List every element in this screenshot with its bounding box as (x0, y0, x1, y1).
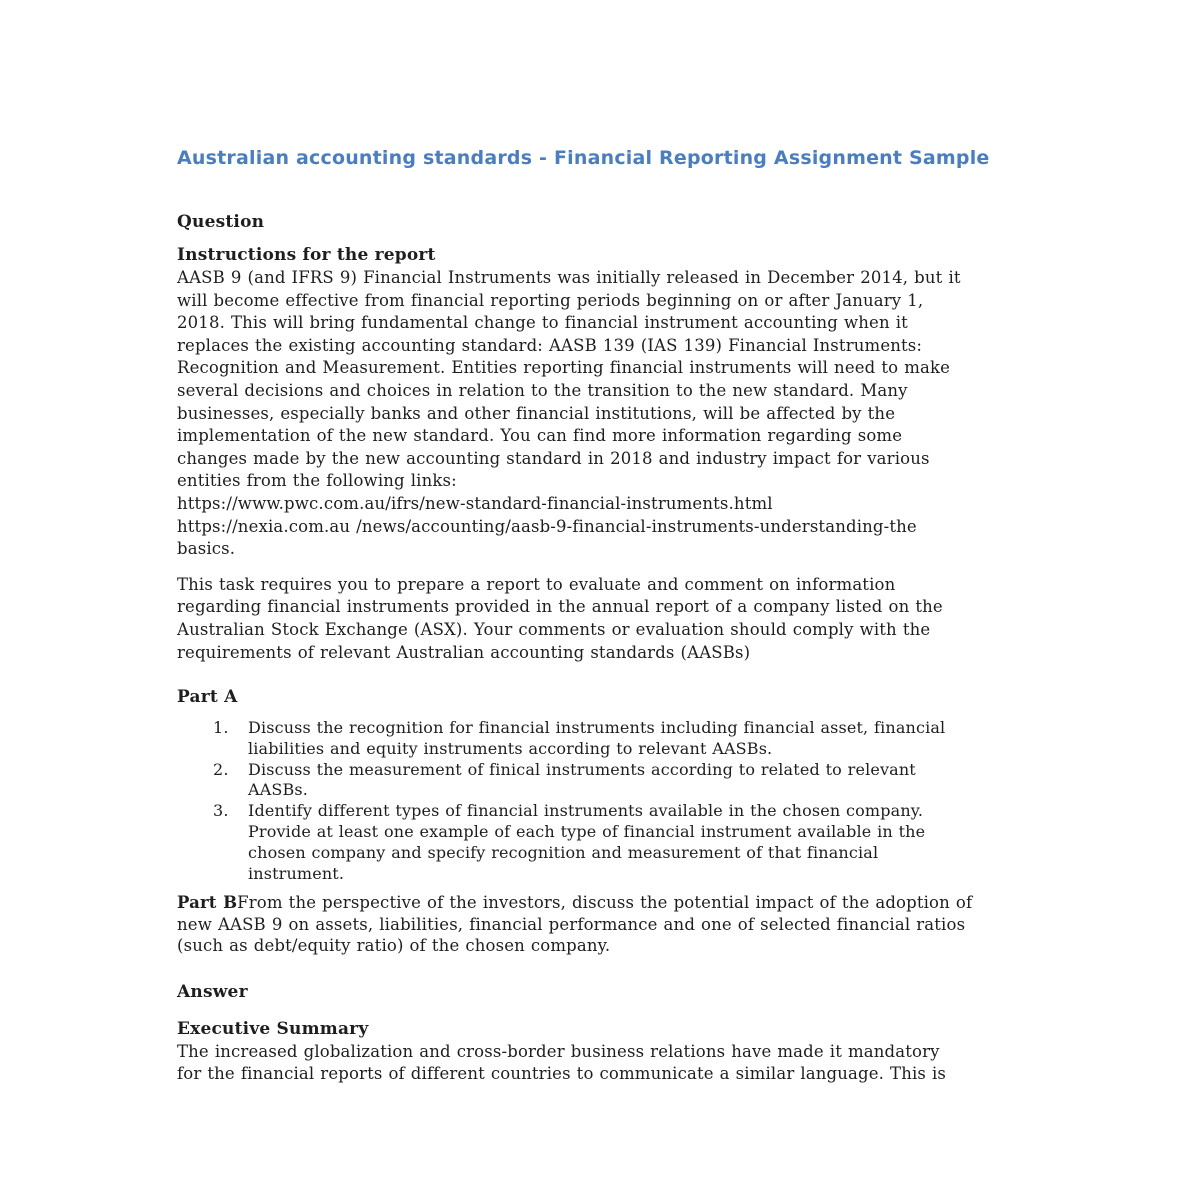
part-a-list (177, 718, 1015, 884)
heading-instructions: Instructions for the report (177, 245, 436, 265)
list-item-number: 1. (213, 718, 229, 738)
heading-question: Question (177, 212, 265, 232)
list-item-number: 3. (213, 801, 229, 821)
list-item (177, 760, 1015, 802)
paragraph-executive-summary: The increased globalization and cross-border business relations have made it mandatory for the financial reports of different countries to communicate a similar language. This is (177, 1041, 947, 1083)
part-b-more-lines: new AASB 9 on assets, liabilities, financial performance and one of selected financial ratios (such as debt/equity ratio) of the chosen company. (177, 914, 966, 956)
part-b-first-line-text: From the perspective of the investors, discuss the potential impact of the adoption of (237, 893, 973, 913)
page-title: Australian accounting standards - Financial Reporting Assignment Sample (177, 147, 990, 169)
list-item-text: Discuss the recognition for financial instruments including financial asset, financial liabilities and equity instruments according to relevant AASBs. (248, 718, 946, 758)
heading-executive-summary: Executive Summary (177, 1018, 369, 1039)
list-item-number: 2. (213, 759, 229, 779)
heading-part-a: Part A (177, 687, 238, 708)
paragraph-part-b (177, 892, 1015, 956)
list-item-text: Discuss the measurement of finical instruments according to related to relevant AASBs. (248, 759, 916, 800)
heading-answer: Answer (177, 981, 248, 1002)
paragraph-task: This task requires you to prepare a report to evaluate and comment on information regarding financial instruments provided in the annual report of a company listed on the Australian Stock Exchange (ASX). Your comments or evaluation should comply with the requirements of relevant Australian accounting standards (AASBs) (177, 574, 943, 662)
list-item-text: Identify different types of financial instruments available in the chosen company. Provide at least one example of each type of financial instrument available in the chosen company and specify recognition and measurement of that financial instrument. (248, 801, 926, 883)
part-b-label: Part B (177, 893, 238, 913)
paragraph-instructions: AASB 9 (and IFRS 9) Financial Instruments was initially released in December 2014, but it will become effective from financial reporting periods beginning on or after January 1, 2018. This will bring fundamental change to financial instrument accounting when it replaces the existing accounting standard: AASB 139 (IAS 139) Financial Instruments: Recognition and Measurement. Entities reporting financial instruments will need to make several decisions and choices in relation to the transition to the new standard. Many businesses, especially banks and other financial institutions, will be affected by the implementation of the new standard. You can find more information regarding some changes made by the new accounting standard in 2018 and industry impact for various entities from the following links: https://www.pwc.com.au/ifrs/new-standard-financial-instruments.html https://nexia.com.au /news/accounting/aasb-9-financial-instruments-understanding-the basics. (177, 268, 961, 559)
part-b-first-line (177, 892, 1015, 913)
list-item (177, 801, 1015, 884)
list-item (177, 718, 1015, 760)
